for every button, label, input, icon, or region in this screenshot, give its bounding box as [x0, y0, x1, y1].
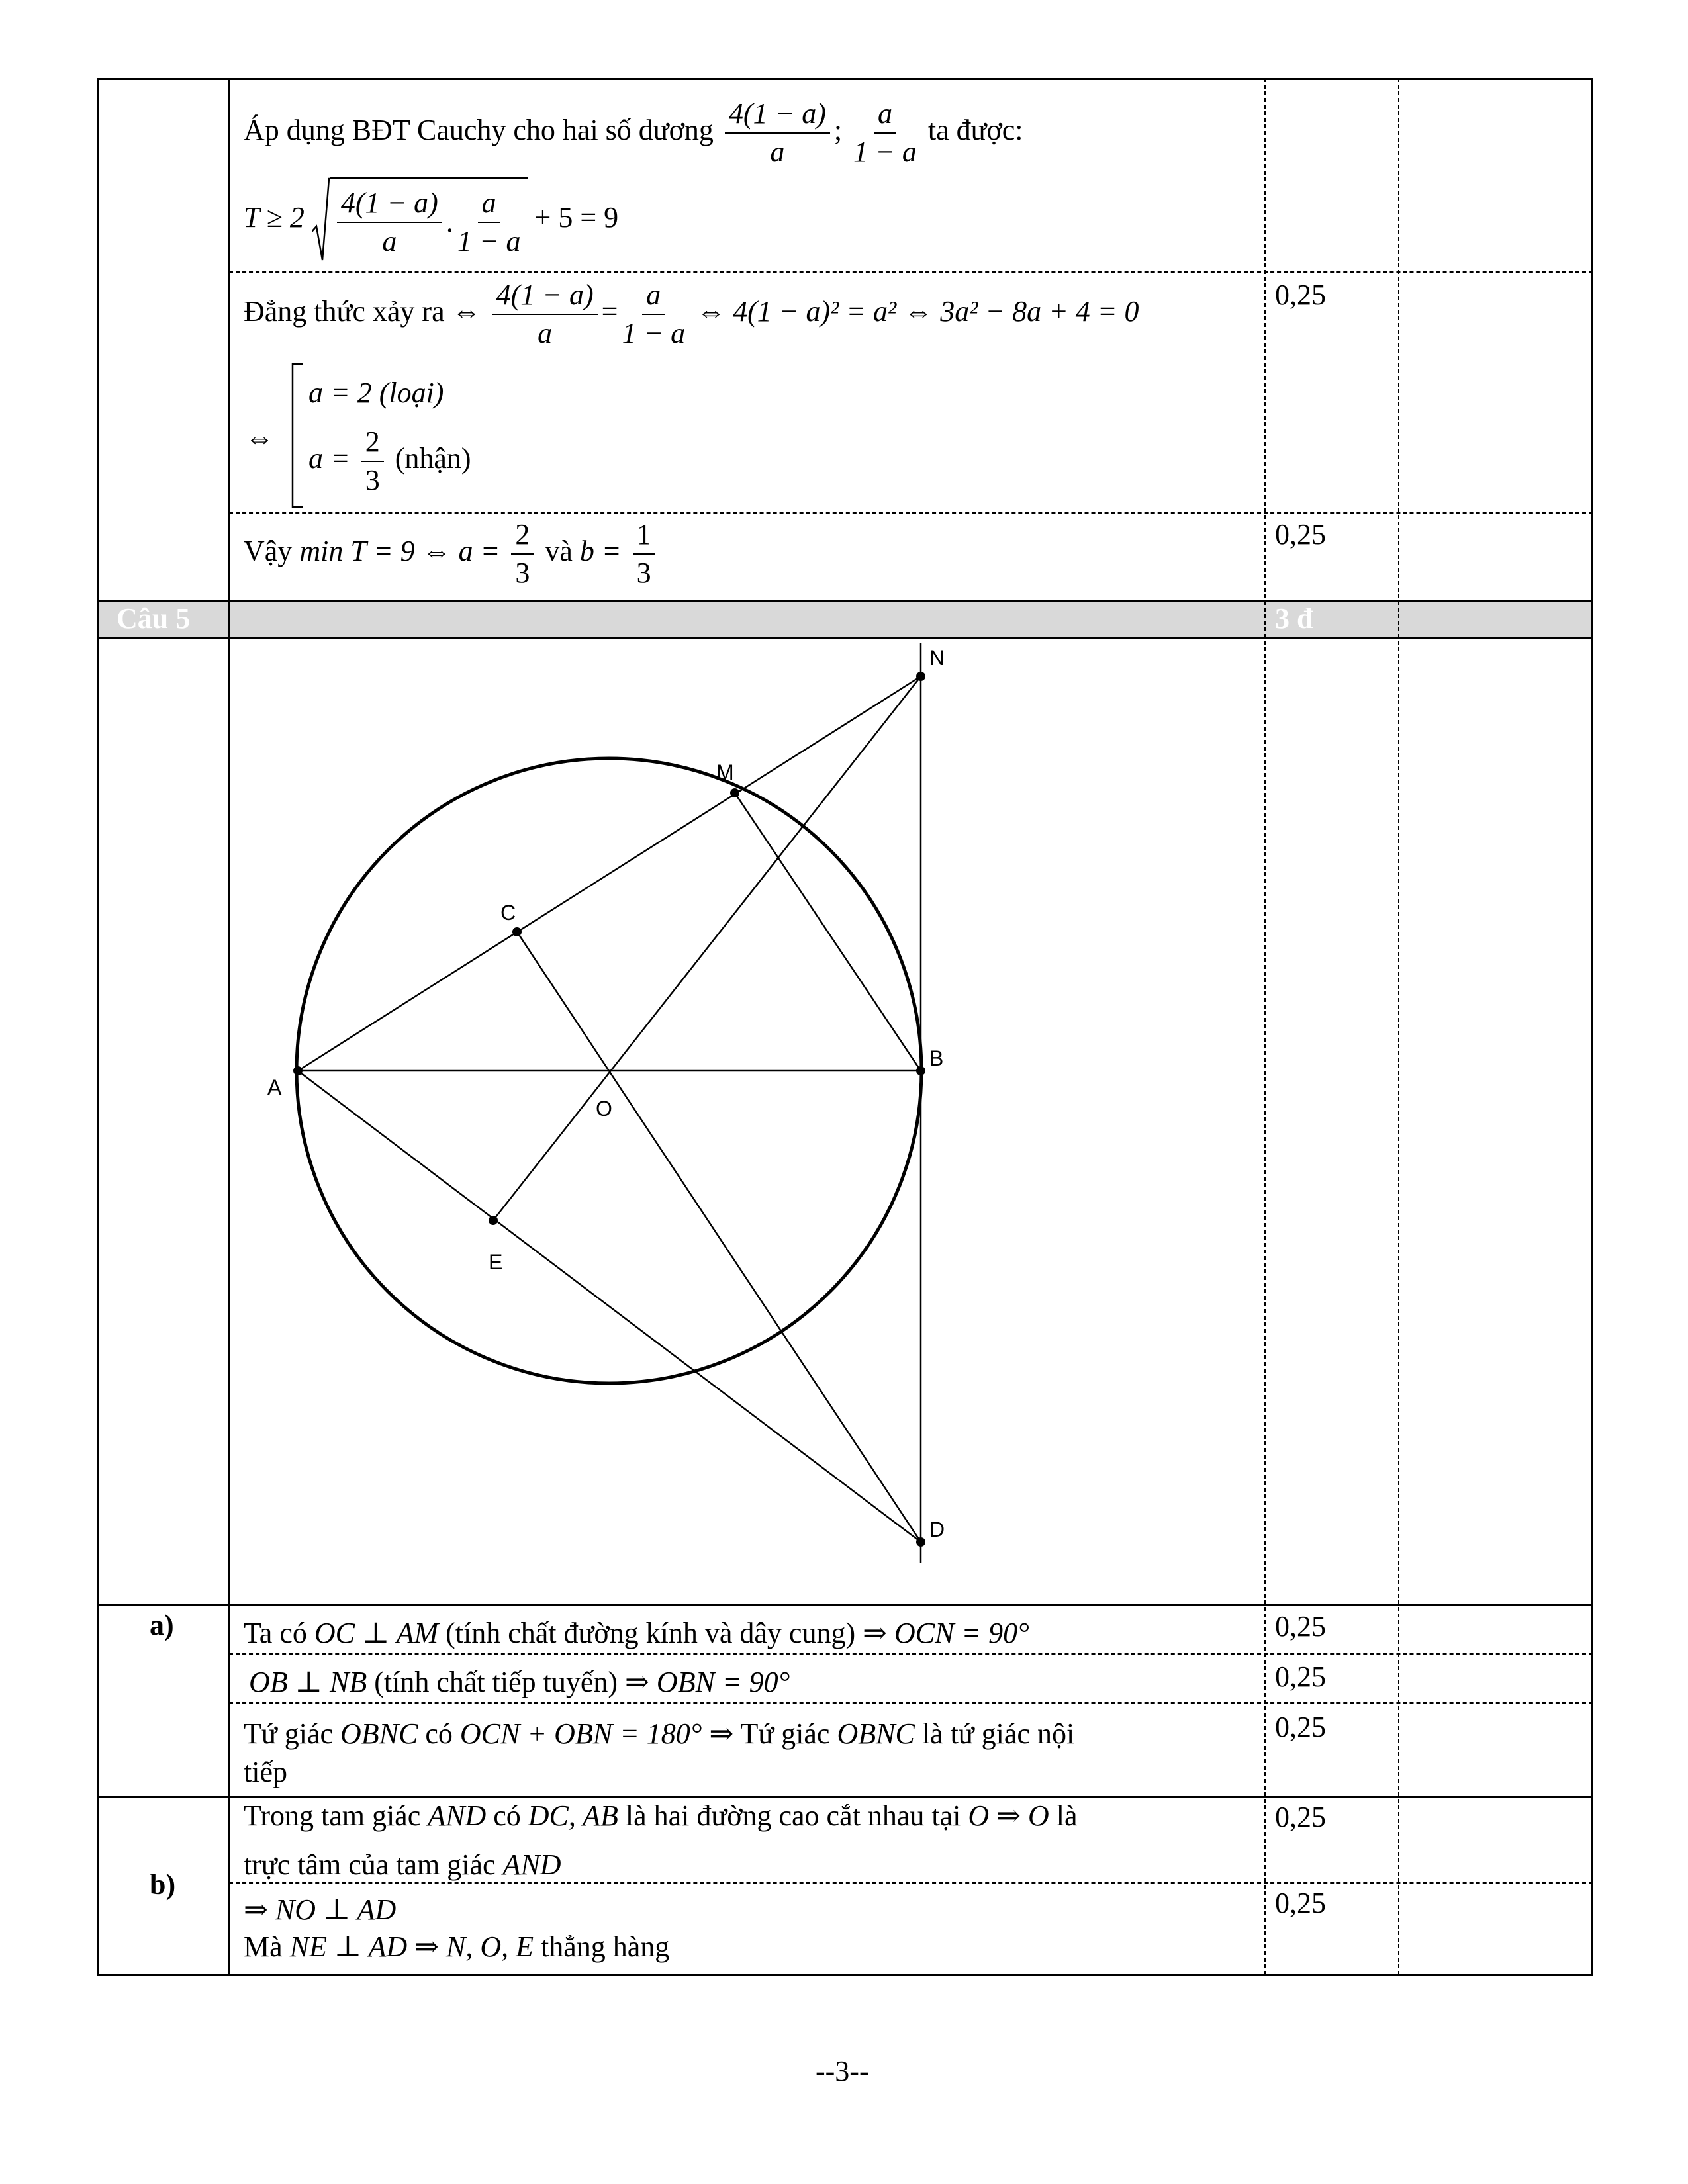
label-a: A	[267, 1075, 282, 1099]
segment-cd	[517, 932, 921, 1542]
label-c: C	[500, 901, 516, 925]
question5-points: 3 đ	[1275, 602, 1313, 635]
score-a1: 0,25	[1275, 1610, 1326, 1643]
cauchy-intro-line: Áp dụng BĐT Cauchy cho hai số dương $\frac{4(1 - a)}{a}$ ; $\frac{a}{1 - a}$ ta được:	[244, 97, 1023, 168]
score-b1: 0,25	[1275, 1801, 1326, 1833]
question5-label: Câu 5	[117, 602, 191, 635]
segment-ad	[298, 1071, 921, 1542]
score-a2: 0,25	[1275, 1661, 1326, 1693]
label-e: E	[489, 1250, 503, 1274]
point-n	[916, 672, 925, 681]
part-a-label: a)	[150, 1609, 174, 1641]
point-e	[489, 1216, 498, 1225]
point-a	[293, 1066, 303, 1075]
fraction-a-over-1-a: $\frac{a}{1 - a}$	[853, 97, 917, 168]
part-b-line2: trực tâm của tam giác AND	[244, 1848, 561, 1881]
equiv-symbol: ⇔	[245, 422, 274, 454]
segment-ne	[493, 676, 921, 1220]
score-conclusion: 0,25	[1275, 518, 1326, 551]
label-o: O	[596, 1097, 612, 1120]
score-b2: 0,25	[1275, 1887, 1326, 1919]
segment-an	[298, 676, 921, 1071]
part-a-line2: OB ⊥ NB (tính chất tiếp tuyến) ⇒ OBN = 90°	[249, 1666, 790, 1698]
label-d: D	[929, 1518, 945, 1541]
score-a3: 0,25	[1275, 1711, 1326, 1743]
part-b-label: b)	[150, 1868, 176, 1901]
part-b-line1: Trong tam giác AND có DC, AB là hai đường cao cắt nhau tại O ⇒ O là	[244, 1799, 1078, 1832]
segment-mb	[735, 793, 921, 1071]
equality-line: Đẳng thức xảy ra ⇔ $\frac{4(1 - a)}{a}$ = $\frac{a}{1 - a}$ ⇔ 4(1 − a)² = a² ⇔ 3a² − 8a + 4 = 0	[244, 279, 1139, 349]
point-c	[512, 927, 522, 936]
point-b	[916, 1066, 925, 1075]
label-n: N	[929, 646, 945, 670]
part-b-line3: ⇒ NO ⊥ AD	[244, 1893, 397, 1926]
part-a-line1: Ta có OC ⊥ AM (tính chất đường kính và dây cung) ⇒ OCN = 90°	[244, 1617, 1029, 1649]
fraction-4-1-a-over-a: $\frac{4(1 - a)}{a}$	[725, 99, 830, 167]
label-b: B	[929, 1046, 944, 1070]
label-m: M	[716, 760, 734, 784]
part-a-line3-wrap: tiếp	[244, 1756, 287, 1788]
point-m	[730, 788, 739, 797]
page-number: --3--	[816, 2055, 869, 2087]
conclusion-line: Vậy min T = 9 ⇔ a = $\frac{2}{3}$ và b = $\frac{1}{3}$	[244, 520, 659, 588]
case-a-equals-2: a = 2 (loại)	[308, 377, 444, 409]
point-d	[916, 1537, 925, 1547]
score-equality: 0,25	[1275, 279, 1326, 311]
cauchy-inequality: T ≥ 2 $\frac{4(1 - a)}{a}$ . $\frac{a}{1 - a}$ + 5 = 9	[244, 177, 618, 263]
sqrt-expression: $\frac{4(1 - a)}{a}$ . $\frac{a}{1 - a}$	[312, 177, 528, 263]
part-b-line4: Mà NE ⊥ AD ⇒ N, O, E thẳng hàng	[244, 1931, 670, 1963]
case-a-equals-two-thirds: a = $\frac{2}{3}$ (nhận)	[308, 426, 471, 496]
part-a-line3: Tứ giác OBNC có OCN + OBN = 180° ⇒ Tứ giác OBNC là tứ giác nội	[244, 1717, 1075, 1750]
